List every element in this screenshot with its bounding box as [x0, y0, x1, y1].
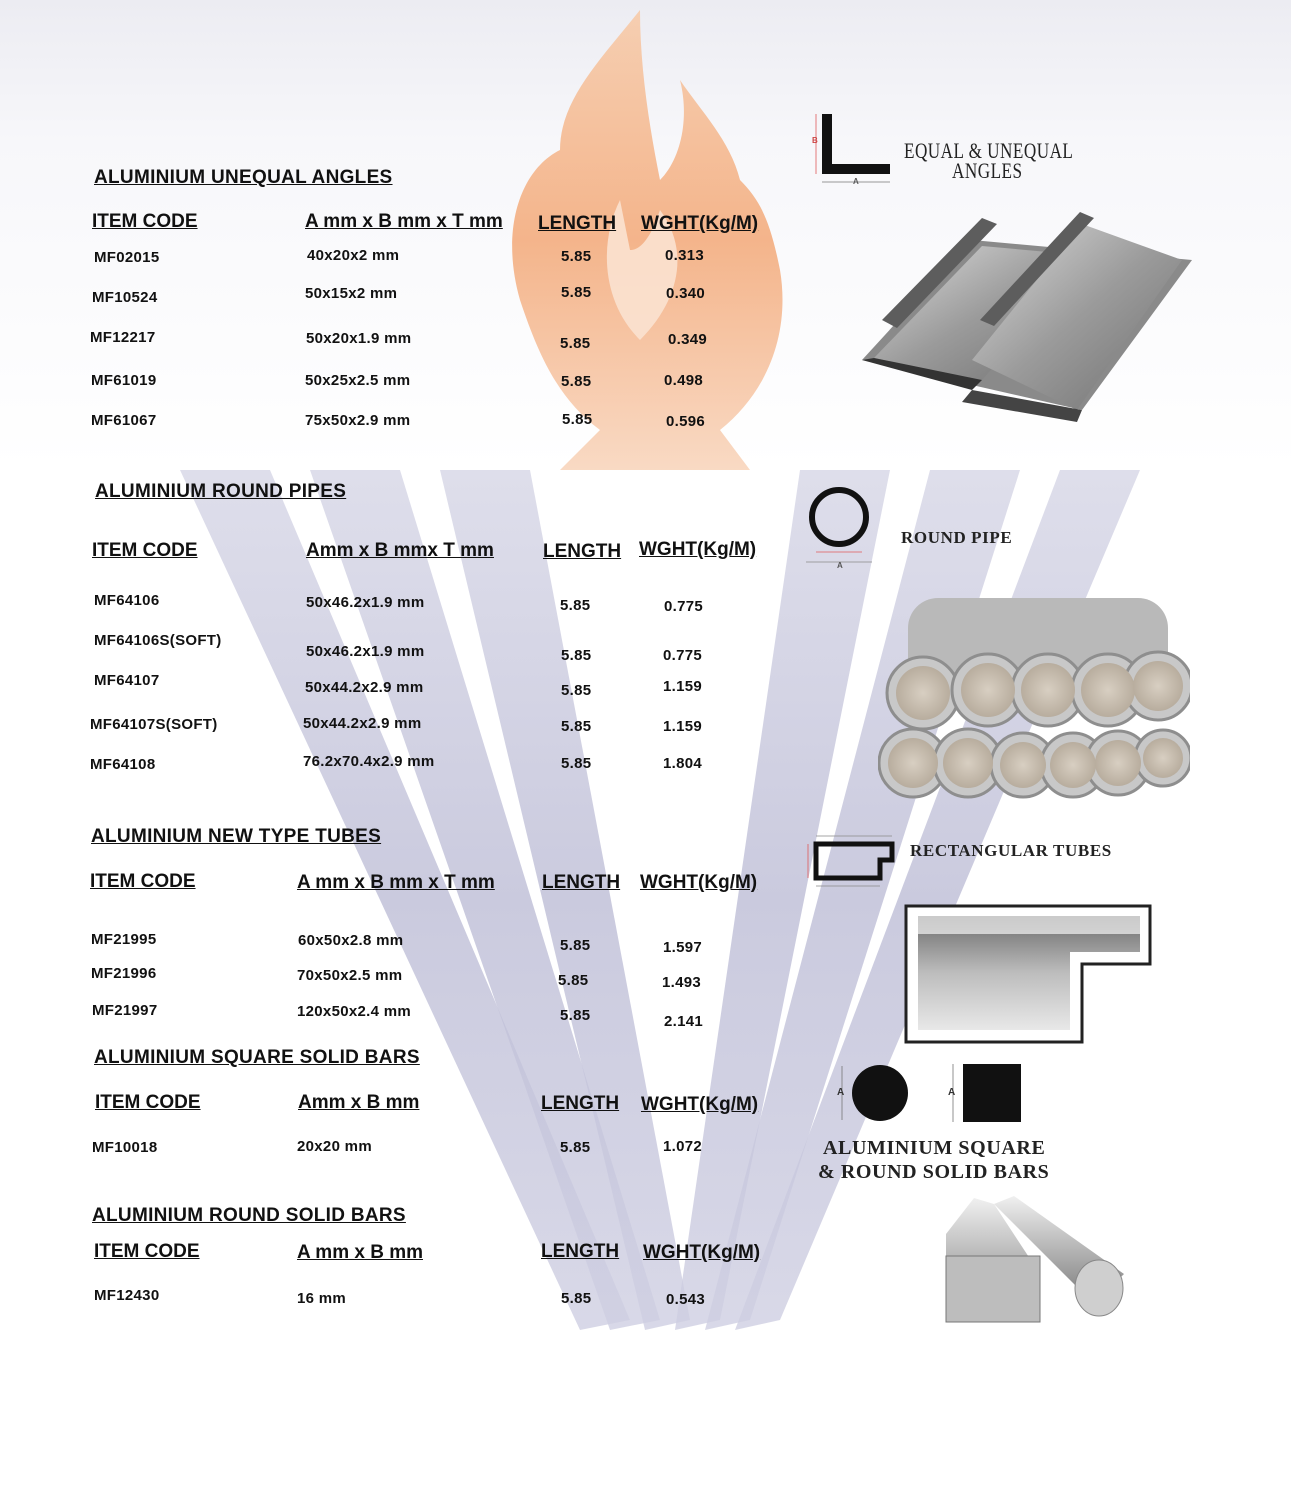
dimensions: 40x20x2 mm	[307, 247, 400, 264]
weight: 0.313	[665, 247, 705, 264]
weight: 0.775	[663, 647, 703, 664]
weight: 0.498	[664, 372, 704, 389]
weight: 0.340	[666, 285, 706, 302]
angles-product-photo	[862, 210, 1197, 425]
item-code: MF64106	[94, 592, 160, 609]
length: 5.85	[560, 1139, 591, 1156]
solid-bars-photo	[944, 1194, 1128, 1324]
item-code: MF10018	[92, 1139, 158, 1156]
item-code: MF12430	[94, 1287, 160, 1304]
solid-bars-label-line2: & ROUND SOLID BARS	[818, 1161, 1050, 1183]
weight: 1.804	[663, 755, 703, 772]
col-head-dimensions: Amm x B mm	[298, 1092, 420, 1113]
length: 5.85	[561, 682, 592, 699]
col-head-length: LENGTH	[543, 541, 622, 562]
dimensions: 20x20 mm	[297, 1138, 372, 1155]
section-title-pipes: ALUMINIUM ROUND PIPES	[95, 481, 347, 502]
round-bar-diagram	[834, 1060, 914, 1126]
dimensions: 120x50x2.4 mm	[297, 1003, 411, 1020]
length: 5.85	[561, 373, 592, 390]
length: 5.85	[560, 1007, 591, 1024]
dimensions: 50x15x2 mm	[305, 285, 398, 302]
dim-label-a: A	[948, 1087, 956, 1098]
length: 5.85	[561, 284, 592, 301]
item-code: MF10524	[92, 289, 158, 306]
dimensions: 50x25x2.5 mm	[305, 372, 411, 389]
item-code: MF21996	[91, 965, 157, 982]
col-head-item-code: ITEM CODE	[90, 871, 196, 892]
angles-label-line1: EQUAL & UNEQUAL	[904, 138, 1074, 163]
item-code: MF64106S(SOFT)	[94, 632, 222, 649]
col-head-length: LENGTH	[541, 1093, 620, 1114]
length: 5.85	[558, 972, 589, 989]
col-head-weight: WGHT(Kg/M)	[641, 1094, 759, 1115]
weight: 1.072	[663, 1138, 703, 1155]
dim-label-a: A	[837, 561, 844, 570]
col-head-item-code: ITEM CODE	[92, 540, 198, 561]
length: 5.85	[561, 248, 592, 265]
col-head-length: LENGTH	[541, 1241, 620, 1262]
section-title-square-bars: ALUMINIUM SQUARE SOLID BARS	[94, 1047, 420, 1068]
dimensions: 76.2x70.4x2.9 mm	[303, 753, 435, 770]
weight: 0.596	[666, 413, 706, 430]
section-title-angles: ALUMINIUM UNEQUAL ANGLES	[94, 167, 393, 188]
col-head-item-code: ITEM CODE	[94, 1241, 200, 1262]
dimensions: 50x46.2x1.9 mm	[306, 643, 425, 660]
weight: 1.159	[663, 718, 703, 735]
item-code: MF02015	[94, 249, 160, 266]
col-head-length: LENGTH	[538, 213, 617, 234]
dimensions: 50x44.2x2.9 mm	[303, 715, 422, 732]
col-head-weight: WGHT(Kg/M)	[641, 213, 759, 234]
weight: 0.775	[664, 598, 704, 615]
item-code: MF21997	[92, 1002, 158, 1019]
item-code: MF21995	[91, 931, 157, 948]
weight: 1.597	[663, 939, 703, 956]
length: 5.85	[561, 647, 592, 664]
weight: 0.349	[668, 331, 708, 348]
rectangular-tube-diagram	[806, 832, 898, 890]
dim-label-a: A	[837, 1087, 845, 1098]
section-title-tubes: ALUMINIUM NEW TYPE TUBES	[91, 826, 382, 847]
pipes-product-photo	[878, 598, 1190, 806]
col-head-dimensions: A mm x B mm	[297, 1242, 423, 1263]
length: 5.85	[560, 335, 591, 352]
angles-label-line2: ANGLES	[952, 158, 1023, 183]
col-head-dimensions: A mm x B mm x T mm	[305, 211, 503, 232]
length: 5.85	[561, 718, 592, 735]
dim-label-a: A	[853, 177, 860, 186]
col-head-item-code: ITEM CODE	[95, 1092, 201, 1113]
col-head-dimensions: A mm x B mm x T mm	[297, 872, 495, 893]
dimensions: 75x50x2.9 mm	[305, 412, 411, 429]
col-head-weight: WGHT(Kg/M)	[643, 1242, 761, 1263]
weight: 0.543	[666, 1291, 706, 1308]
col-head-weight: WGHT(Kg/M)	[639, 539, 757, 560]
section-title-round-bars: ALUMINIUM ROUND SOLID BARS	[92, 1205, 406, 1226]
length: 5.85	[560, 937, 591, 954]
angle-profile-diagram	[808, 108, 898, 188]
solid-bars-label-line1: ALUMINIUM SQUARE	[823, 1137, 1046, 1159]
item-code: MF64107S(SOFT)	[90, 716, 218, 733]
col-head-item-code: ITEM CODE	[92, 211, 198, 232]
item-code: MF61019	[91, 372, 157, 389]
dimensions: 50x44.2x2.9 mm	[305, 679, 424, 696]
dim-label-b: B	[812, 136, 819, 145]
item-code: MF64107	[94, 672, 160, 689]
length: 5.85	[561, 755, 592, 772]
length: 5.85	[562, 411, 593, 428]
weight: 1.159	[663, 678, 703, 695]
rectangular-tubes-label: RECTANGULAR TUBES	[910, 841, 1112, 860]
col-head-length: LENGTH	[542, 872, 621, 893]
dimensions: 50x46.2x1.9 mm	[306, 594, 425, 611]
weight: 2.141	[664, 1013, 704, 1030]
dimensions: 60x50x2.8 mm	[298, 932, 404, 949]
col-head-dimensions: Amm x B mmx T mm	[306, 540, 494, 561]
round-pipe-label: ROUND PIPE	[901, 528, 1013, 547]
item-code: MF12217	[90, 329, 156, 346]
dimensions: 50x20x1.9 mm	[306, 330, 412, 347]
item-code: MF61067	[91, 412, 157, 429]
dimensions: 70x50x2.5 mm	[297, 967, 403, 984]
dimensions: 16 mm	[297, 1290, 347, 1307]
weight: 1.493	[662, 974, 702, 991]
length: 5.85	[560, 597, 591, 614]
rectangular-tube-photo	[904, 904, 1152, 1044]
item-code: MF64108	[90, 756, 156, 773]
col-head-weight: WGHT(Kg/M)	[640, 872, 758, 893]
length: 5.85	[561, 1290, 592, 1307]
